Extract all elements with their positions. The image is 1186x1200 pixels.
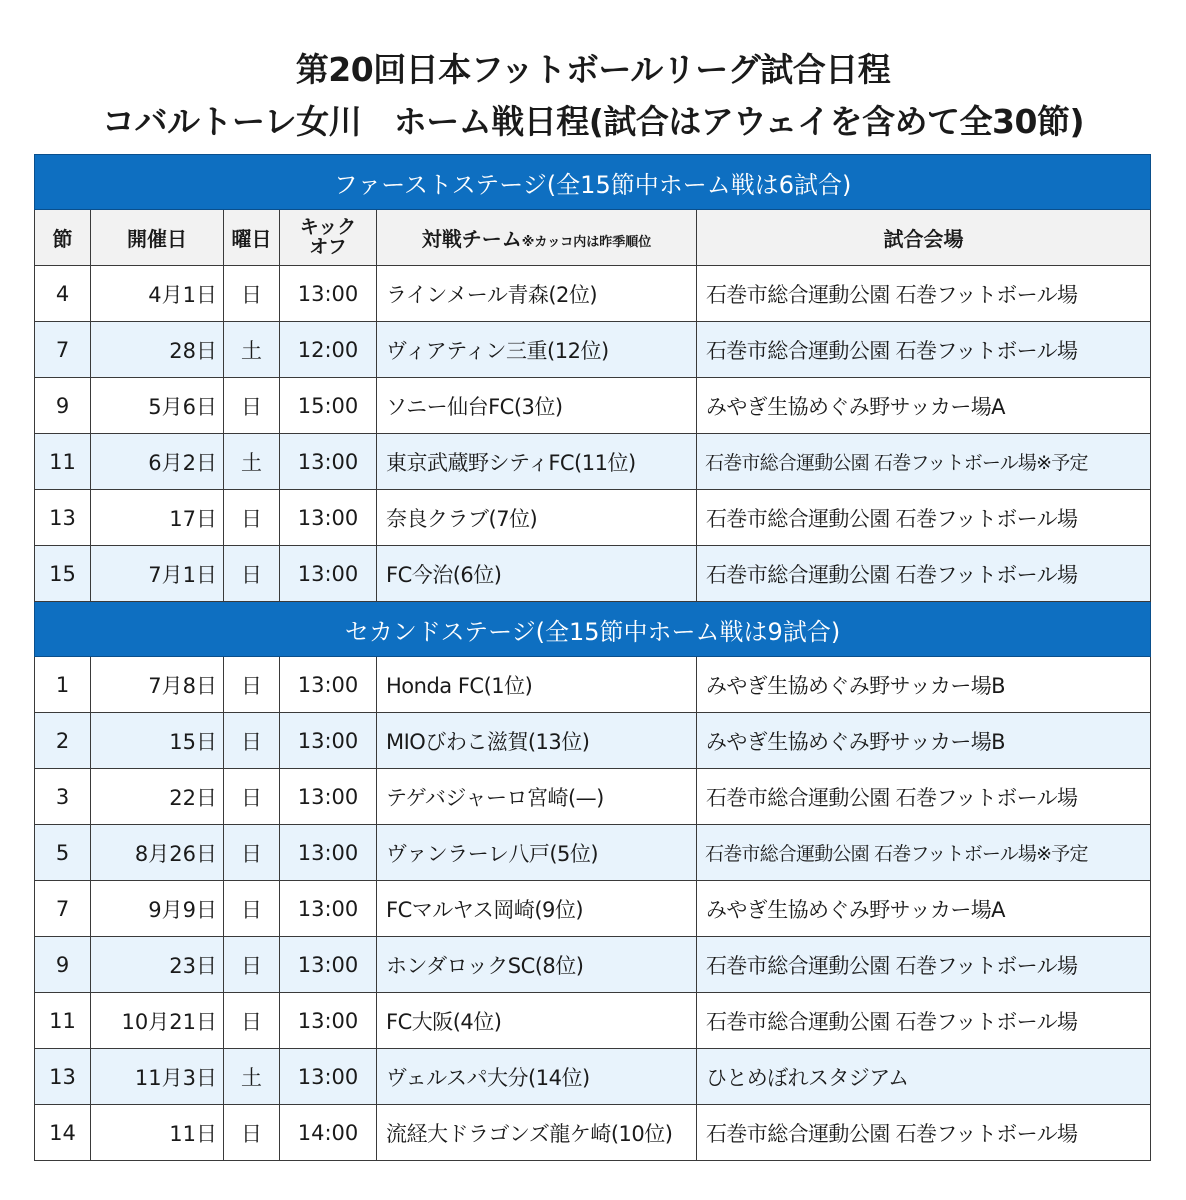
cell-kickoff: 13:00 xyxy=(280,1049,377,1105)
cell-venue: 石巻市総合運動公園 石巻フットボール場 xyxy=(697,1105,1151,1161)
cell-venue: みやぎ生協めぐみ野サッカー場B xyxy=(697,713,1151,769)
cell-venue: 石巻市総合運動公園 石巻フットボール場 xyxy=(697,546,1151,602)
cell-sec: 5 xyxy=(35,825,91,881)
cell-day: 土 xyxy=(224,434,280,490)
cell-sec: 9 xyxy=(35,937,91,993)
cell-kickoff: 13:00 xyxy=(280,713,377,769)
cell-venue: 石巻市総合運動公園 石巻フットボール場 xyxy=(697,322,1151,378)
cell-day: 日 xyxy=(224,993,280,1049)
header-sec: 節 xyxy=(35,210,91,266)
table-row xyxy=(35,1049,1151,1105)
cell-kickoff: 13:00 xyxy=(280,993,377,1049)
cell-venue: 石巻市総合運動公園 石巻フットボール場 xyxy=(697,937,1151,993)
cell-team: ヴァンラーレ八戸(5位) xyxy=(377,825,697,881)
header-team xyxy=(377,210,697,266)
cell-team: ヴェルスパ大分(14位) xyxy=(377,1049,697,1105)
cell-date: 7月1日 xyxy=(91,546,224,602)
cell-date: 17日 xyxy=(91,490,224,546)
table-row xyxy=(35,881,1151,937)
table-row xyxy=(35,825,1151,881)
cell-kickoff: 13:00 xyxy=(280,937,377,993)
cell-sec: 7 xyxy=(35,322,91,378)
schedule-table xyxy=(34,154,1151,1161)
cell-venue: みやぎ生協めぐみ野サッカー場A xyxy=(697,881,1151,937)
cell-day: 日 xyxy=(224,546,280,602)
cell-date: 4月1日 xyxy=(91,266,224,322)
table-row xyxy=(35,378,1151,434)
cell-kickoff: 13:00 xyxy=(280,266,377,322)
cell-day: 日 xyxy=(224,825,280,881)
cell-date: 22日 xyxy=(91,769,224,825)
table-row xyxy=(35,769,1151,825)
cell-date: 10月21日 xyxy=(91,993,224,1049)
cell-team: FC今治(6位) xyxy=(377,546,697,602)
header-kickoff xyxy=(280,210,377,266)
cell-date: 11日 xyxy=(91,1105,224,1161)
header-venue: 試合会場 xyxy=(697,210,1151,266)
cell-team: FC大阪(4位) xyxy=(377,993,697,1049)
cell-venue: みやぎ生協めぐみ野サッカー場A xyxy=(697,378,1151,434)
table-row xyxy=(35,546,1151,602)
table-row xyxy=(35,657,1151,713)
cell-day: 日 xyxy=(224,713,280,769)
cell-sec: 11 xyxy=(35,434,91,490)
cell-kickoff: 12:00 xyxy=(280,322,377,378)
cell-day: 日 xyxy=(224,1105,280,1161)
second-stage-label: セカンドステージ(全15節中ホーム戦は9試合) xyxy=(35,602,1151,657)
cell-team: 奈良クラブ(7位) xyxy=(377,490,697,546)
table-row xyxy=(35,322,1151,378)
cell-sec: 13 xyxy=(35,490,91,546)
cell-kickoff: 13:00 xyxy=(280,657,377,713)
cell-sec: 1 xyxy=(35,657,91,713)
cell-kickoff: 13:00 xyxy=(280,769,377,825)
cell-date: 6月2日 xyxy=(91,434,224,490)
cell-sec: 11 xyxy=(35,993,91,1049)
header-date: 開催日 xyxy=(91,210,224,266)
cell-team: ソニー仙台FC(3位) xyxy=(377,378,697,434)
header-kickoff-line1: キック xyxy=(299,216,357,238)
cell-day: 土 xyxy=(224,1049,280,1105)
table-row xyxy=(35,993,1151,1049)
cell-sec: 13 xyxy=(35,1049,91,1105)
cell-day: 日 xyxy=(224,657,280,713)
cell-venue: 石巻市総合運動公園 石巻フットボール場 xyxy=(697,266,1151,322)
header-team-label: 対戦チーム xyxy=(421,227,522,251)
table-row xyxy=(35,434,1151,490)
cell-sec: 14 xyxy=(35,1105,91,1161)
cell-venue: 石巻市総合運動公園 石巻フットボール場 xyxy=(697,769,1151,825)
cell-kickoff: 14:00 xyxy=(280,1105,377,1161)
cell-kickoff: 15:00 xyxy=(280,378,377,434)
table-row xyxy=(35,490,1151,546)
cell-date: 28日 xyxy=(91,322,224,378)
cell-date: 11月3日 xyxy=(91,1049,224,1105)
cell-day: 日 xyxy=(224,881,280,937)
table-row xyxy=(35,937,1151,993)
cell-venue: 石巻市総合運動公園 石巻フットボール場※予定 xyxy=(697,434,1151,490)
cell-day: 土 xyxy=(224,322,280,378)
cell-sec: 4 xyxy=(35,266,91,322)
header-kickoff-line2: オフ xyxy=(309,236,347,258)
cell-team: 流経大ドラゴンズ龍ケ崎(10位) xyxy=(377,1105,697,1161)
cell-team: FCマルヤス岡崎(9位) xyxy=(377,881,697,937)
cell-sec: 2 xyxy=(35,713,91,769)
cell-team: 東京武蔵野シティFC(11位) xyxy=(377,434,697,490)
column-header-row xyxy=(35,210,1151,266)
table-row xyxy=(35,713,1151,769)
cell-kickoff: 13:00 xyxy=(280,825,377,881)
first-stage-header xyxy=(35,155,1151,210)
table-row xyxy=(35,266,1151,322)
cell-day: 日 xyxy=(224,937,280,993)
cell-venue: みやぎ生協めぐみ野サッカー場B xyxy=(697,657,1151,713)
header-day: 曜日 xyxy=(224,210,280,266)
first-stage-label: ファーストステージ(全15節中ホーム戦は6試合) xyxy=(35,155,1151,210)
cell-day: 日 xyxy=(224,769,280,825)
cell-sec: 9 xyxy=(35,378,91,434)
cell-kickoff: 13:00 xyxy=(280,434,377,490)
cell-venue: 石巻市総合運動公園 石巻フットボール場※予定 xyxy=(697,825,1151,881)
cell-venue: ひとめぼれスタジアム xyxy=(697,1049,1151,1105)
cell-team: MIOびわこ滋賀(13位) xyxy=(377,713,697,769)
cell-venue: 石巻市総合運動公園 石巻フットボール場 xyxy=(697,993,1151,1049)
cell-day: 日 xyxy=(224,266,280,322)
cell-kickoff: 13:00 xyxy=(280,490,377,546)
header-team-note: ※カッコ内は昨季順位 xyxy=(521,235,652,250)
cell-team: ホンダロックSC(8位) xyxy=(377,937,697,993)
cell-date: 15日 xyxy=(91,713,224,769)
cell-day: 日 xyxy=(224,490,280,546)
cell-venue: 石巻市総合運動公園 石巻フットボール場 xyxy=(697,490,1151,546)
cell-date: 7月8日 xyxy=(91,657,224,713)
second-stage-header xyxy=(35,602,1151,657)
cell-date: 9月9日 xyxy=(91,881,224,937)
cell-sec: 3 xyxy=(35,769,91,825)
cell-day: 日 xyxy=(224,378,280,434)
page-title: 第20回日本フットボールリーグ試合日程 xyxy=(295,50,891,89)
cell-team: Honda FC(1位) xyxy=(377,657,697,713)
cell-date: 23日 xyxy=(91,937,224,993)
cell-date: 5月6日 xyxy=(91,378,224,434)
page-subtitle: コバルトーレ女川 ホーム戦日程(試合はアウェイを含めて全30節) xyxy=(101,102,1085,141)
cell-team: テゲバジャーロ宮崎(—) xyxy=(377,769,697,825)
cell-kickoff: 13:00 xyxy=(280,546,377,602)
cell-sec: 7 xyxy=(35,881,91,937)
cell-date: 8月26日 xyxy=(91,825,224,881)
cell-kickoff: 13:00 xyxy=(280,881,377,937)
cell-team: ヴィアティン三重(12位) xyxy=(377,322,697,378)
table-row xyxy=(35,1105,1151,1161)
cell-team: ラインメール青森(2位) xyxy=(377,266,697,322)
cell-sec: 15 xyxy=(35,546,91,602)
